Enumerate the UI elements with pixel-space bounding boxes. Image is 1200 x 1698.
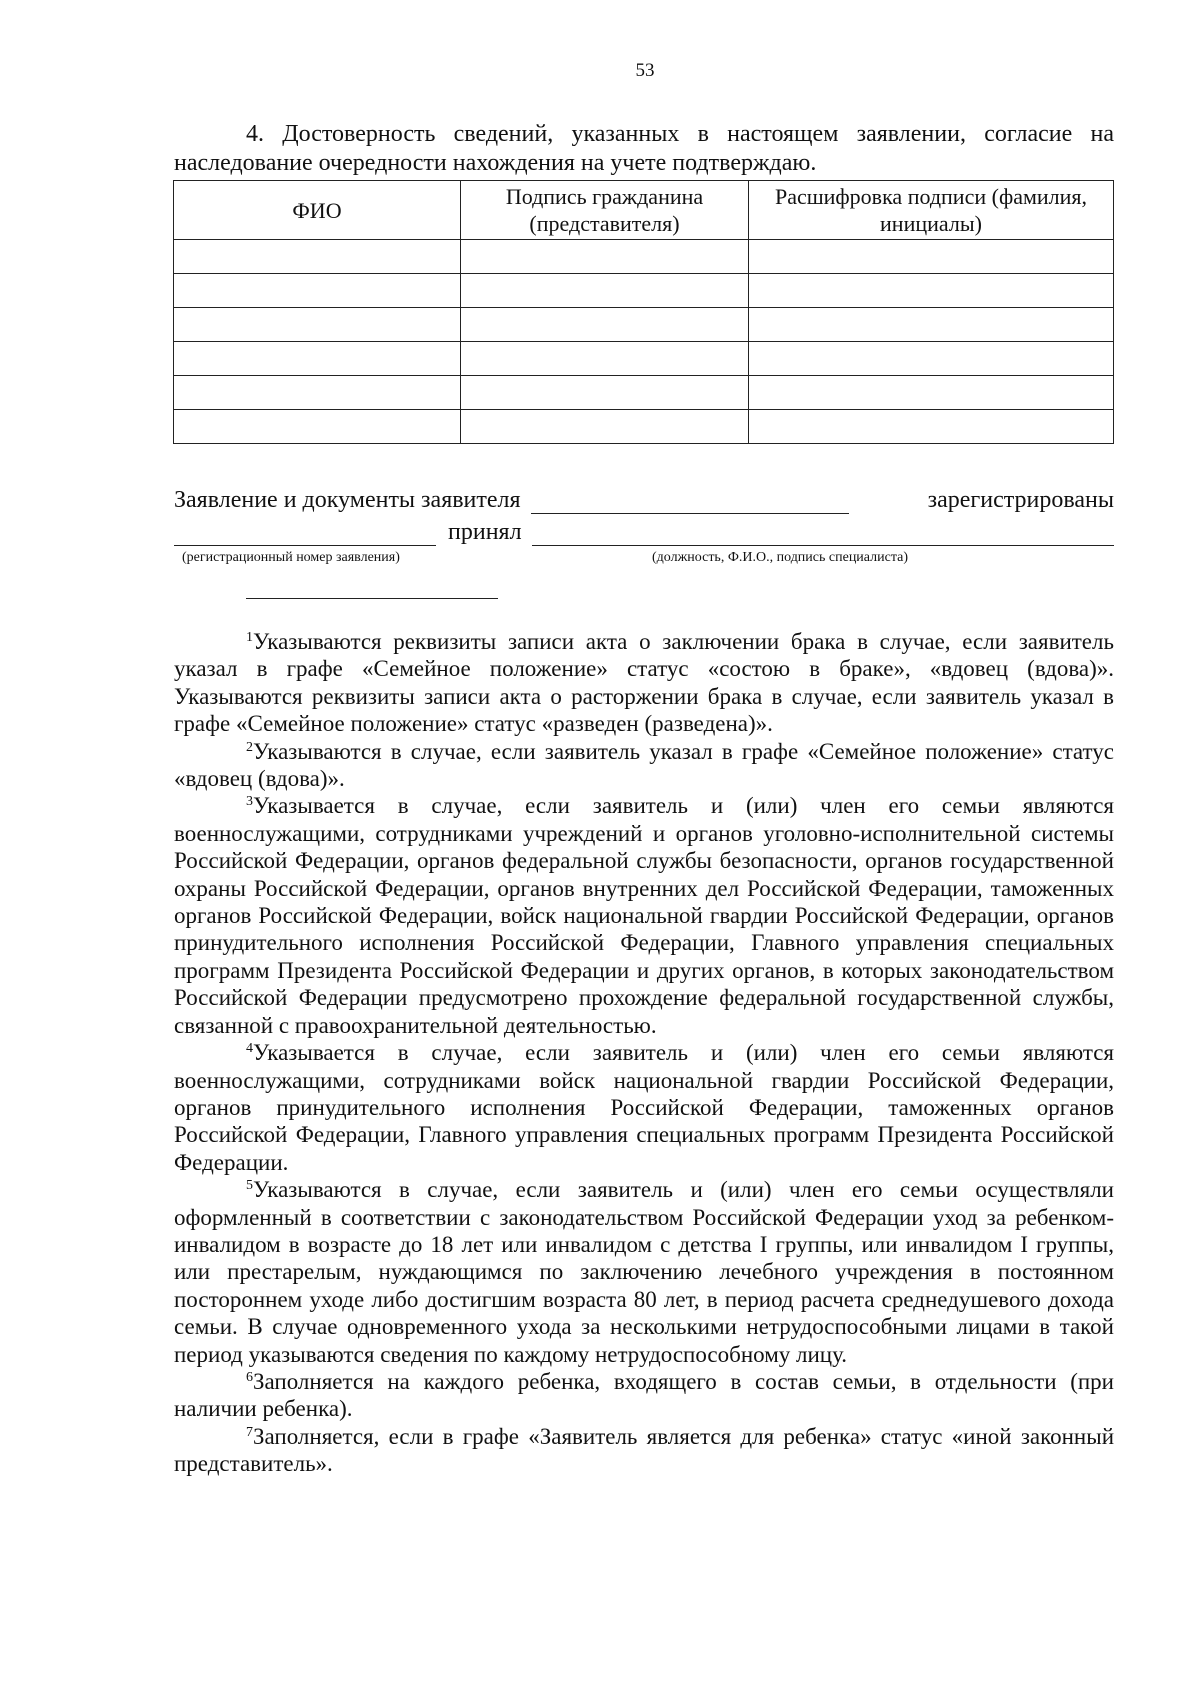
- cell-signature-decoding[interactable]: [749, 376, 1114, 410]
- page-number: 53: [635, 60, 655, 81]
- footnote-text: Заполняется на каждого ребенка, входящего в состав семьи, в отдельности (при наличии ребенка).: [174, 1368, 1114, 1422]
- accepted-label: принял: [448, 519, 522, 545]
- cell-fio[interactable]: [174, 376, 461, 410]
- table-row: [174, 410, 1114, 444]
- footnote-text: Указываются реквизиты записи акта о заключении брака в случае, если заявитель указал в графе «Семейное положение» статус «состою в браке», «вдовец (вдова)». Указываются реквизиты записи акта о расторжении брака в случае, если заявитель указал в графе «Семейное положение» статус «разведен (разведена)».: [174, 629, 1114, 737]
- footnote-separator: [246, 598, 498, 599]
- header-signature-decoding: Расшифровка подписи (фамилия, инициалы): [749, 181, 1114, 240]
- footnotes: [174, 628, 1114, 1478]
- footnote-text: Указывается в случае, если заявитель и (или) член его семьи являются военнослужащими, сотрудниками войск национальной гвардии Российской Федерации, органов принудительного исполнения Российской Федерации, таможенных органов Российской Федерации, Главного управления специальных программ Президента Российской Федерации.: [174, 1040, 1114, 1175]
- header-fio: ФИО: [174, 181, 461, 240]
- cell-signature[interactable]: [461, 308, 749, 342]
- footnote-number: 3: [246, 794, 253, 810]
- cell-signature[interactable]: [461, 342, 749, 376]
- footnote-7: [174, 1423, 1114, 1478]
- cell-signature[interactable]: [461, 274, 749, 308]
- registration-label: Заявление и документы заявителя: [174, 487, 521, 513]
- cell-fio[interactable]: [174, 274, 461, 308]
- table-row: [174, 308, 1114, 342]
- caption-registration-number: (регистрационный номер заявления): [182, 550, 400, 565]
- section-4-statement: [174, 120, 1114, 178]
- footnote-text: Заполняется, если в графе «Заявитель является для ребенка» статус «иной законный представитель».: [174, 1423, 1114, 1477]
- table-header-row: [174, 181, 1114, 240]
- footnote-1: [174, 628, 1114, 738]
- table-row: [174, 274, 1114, 308]
- footnote-text: Указывается в случае, если заявитель и (или) член его семьи являются военнослужащими, сотрудниками учреждений и органов уголовно-исполнительной системы Российской Федерации, органов федеральной службы безопасности, органов государственной охраны Российской Федерации, органов внутренних дел Российской Федерации, таможенных органов Российской Федерации, войск национальной гвардии Российской Федерации, органов принудительного исполнения Российской Федерации, Главного управления специальных программ Президента Российской Федерации и других органов, в которых законодательством Российской Федерации предусмотрено прохождение федеральной государственной службы, связанной с правоохранительной деятельностью.: [174, 793, 1114, 1038]
- footnote-number: 4: [246, 1041, 253, 1057]
- registered-label: зарегистрированы: [927, 487, 1114, 513]
- cell-signature-decoding[interactable]: [749, 308, 1114, 342]
- registration-block: [174, 480, 1114, 566]
- cell-signature[interactable]: [461, 240, 749, 274]
- cell-fio[interactable]: [174, 410, 461, 444]
- section-4-text: 4. Достоверность сведений, указанных в настоящем заявлении, согласие на наследование очередности нахождения на учете подтверждаю.: [174, 121, 1114, 176]
- footnote-text: Указываются в случае, если заявитель и (или) член его семьи осуществляли оформленный в соответствии с законодательством Российской Федерации уход за ребенком-инвалидом в возрасте до 18 лет или инвалидом с детства I группы, или инвалидом I группы, или престарелым, нуждающимся по заключению лечебного учреждения в постоянном постороннем уходе либо достигшим возраста 80 лет, в период расчета среднедушевого дохода семьи. В случае одновременного ухода за несколькими нетрудоспособными лицами в такой период указываются сведения по каждому нетрудоспособному лицу.: [174, 1177, 1114, 1367]
- footnote-5: [174, 1176, 1114, 1368]
- signature-table: [173, 180, 1114, 444]
- footnote-3: [174, 792, 1114, 1039]
- table-row: [174, 376, 1114, 410]
- cell-fio[interactable]: [174, 240, 461, 274]
- header-signature: Подпись гражданина (представителя): [461, 181, 749, 240]
- footnote-number: 7: [246, 1424, 253, 1440]
- table-row: [174, 240, 1114, 274]
- cell-signature[interactable]: [461, 410, 749, 444]
- caption-specialist: (должность, Ф.И.О., подпись специалиста): [652, 550, 908, 565]
- footnote-text: Указываются в случае, если заявитель указал в графе «Семейное положение» статус «вдовец (вдова)».: [174, 738, 1114, 792]
- cell-signature-decoding[interactable]: [749, 240, 1114, 274]
- cell-fio[interactable]: [174, 308, 461, 342]
- footnote-number: 1: [246, 630, 253, 645]
- cell-signature[interactable]: [461, 376, 749, 410]
- footnote-2: [174, 738, 1114, 793]
- cell-signature-decoding[interactable]: [749, 342, 1114, 376]
- cell-signature-decoding[interactable]: [749, 410, 1114, 444]
- cell-fio[interactable]: [174, 342, 461, 376]
- specialist-line[interactable]: [532, 519, 1114, 546]
- footnote-number: 5: [246, 1178, 253, 1194]
- footnote-number: 2: [246, 739, 253, 755]
- table-row: [174, 342, 1114, 376]
- footnote-4: [174, 1039, 1114, 1176]
- footnote-6: [174, 1368, 1114, 1423]
- registration-number-line[interactable]: [531, 487, 849, 514]
- footnote-number: 6: [246, 1369, 253, 1385]
- registration-date-line[interactable]: [174, 519, 436, 546]
- cell-signature-decoding[interactable]: [749, 274, 1114, 308]
